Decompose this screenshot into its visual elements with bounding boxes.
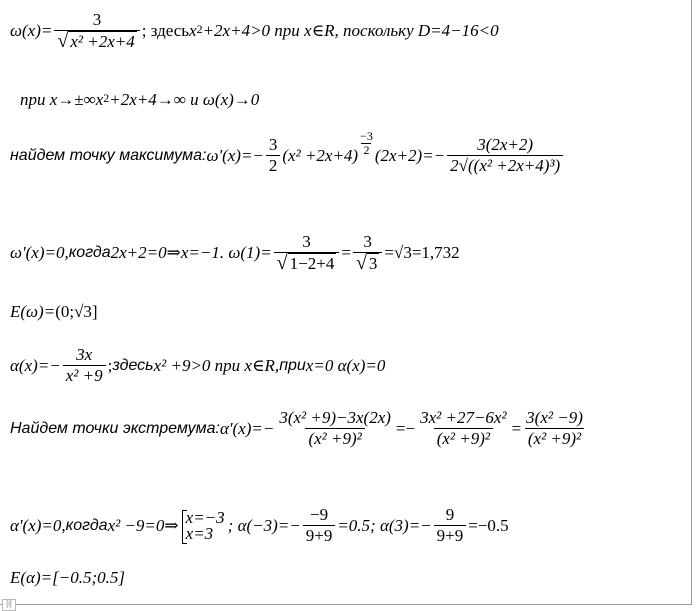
omega-def-note: ; здесь xyxy=(141,21,190,40)
max-heading: найдем точку максимума: xyxy=(10,146,207,164)
derivative-lhs: ω'(x)=− xyxy=(206,145,264,165)
alpha-crit-fraction-1: $\frac{-9}{9+9}$ xyxy=(303,505,336,546)
alpha-derivative-fraction-1: $\frac{\text{3(x² +9)−3x(2x)}}{\text{(x² +9)²}}$ xyxy=(279,408,391,448)
range-omega-lhs: E(ω)= xyxy=(10,302,56,321)
alpha-eq-1: =− xyxy=(395,418,416,438)
line-alpha-critical xyxy=(10,505,509,546)
line-range-alpha xyxy=(10,568,125,588)
poly-var: x xyxy=(189,21,197,40)
line-alpha-definition xyxy=(10,345,385,386)
alpha-crit-lhs: α'(x)=0, xyxy=(10,515,66,535)
exponent-fraction: $\frac{-3}{2}$ xyxy=(360,129,373,157)
alpha-crit-tail: =−0.5 xyxy=(468,515,509,535)
limit-prefix: при x→±∞ xyxy=(20,90,96,109)
alpha-zero: x=0 α(x)=0 xyxy=(305,355,386,375)
limit-var: x xyxy=(95,90,104,109)
crit-fraction-1: 3 √ 1−2+4 xyxy=(274,232,340,274)
fraction-numerator: 3 xyxy=(92,10,102,29)
crit-when: когда xyxy=(68,244,111,261)
limit-tail: +2x+4→∞ и ω(x)→0 xyxy=(109,90,260,109)
paren-expression: (x² +2x+4) xyxy=(282,145,359,165)
extremum-heading: Найдем точки экстремума: xyxy=(10,419,220,437)
solution-system: x=−3 x=3 xyxy=(182,510,225,542)
line-alpha-derivative xyxy=(10,408,588,449)
derivative-result-fraction: $\frac{3(2x+2)}{\text{2√((x² +2x+4)³)}}$ xyxy=(447,135,563,176)
alpha-condition: x² +9>0 при x∈R, xyxy=(153,355,280,375)
line-omega-derivative xyxy=(10,129,565,176)
alpha-at-minus3: ; α(−3)=− xyxy=(227,515,301,535)
omega-def-lhs: ω(x)= xyxy=(10,21,53,40)
crit-fraction-2: 3 √ 3 xyxy=(353,232,382,274)
alpha-when: при xyxy=(279,356,306,374)
alpha-crit-fraction-2: $\frac{9}{9+9}$ xyxy=(434,505,467,546)
line-critical-point xyxy=(10,232,460,274)
crit-eq: = xyxy=(341,243,351,262)
line-range-omega xyxy=(10,302,98,322)
alpha-eq-2: = xyxy=(511,418,522,438)
omega-def-fraction xyxy=(54,10,139,52)
alpha-derivative-fraction-3: $\frac{\text{3(x² −9)}}{\text{(x² +9)²}}$ xyxy=(526,408,583,448)
alpha-derivative-lhs: α'(x)=− xyxy=(219,418,275,438)
alpha-here: здесь xyxy=(112,356,154,374)
coef-fraction: $\frac{3}{2}$ xyxy=(266,135,281,176)
alpha-crit-equation: x² −9=0⇒ xyxy=(107,515,179,535)
alpha-crit-when: когда xyxy=(65,516,108,534)
crit-solution: 2x+2=0⇒x=−1. ω(1)= xyxy=(110,243,272,262)
range-omega-value: (0;√3] xyxy=(55,302,98,321)
alpha-def-fraction: $\frac{3x}{\text{x² +9}}$ xyxy=(63,345,106,386)
line-omega-definition xyxy=(10,10,499,52)
line-omega-limit xyxy=(20,90,259,110)
derivative-mid: (2x+2)=− xyxy=(374,145,446,165)
alpha-at-3: =0.5; α(3)=− xyxy=(337,515,432,535)
limit-exp: 2 xyxy=(103,90,110,105)
crit-tail: =√3=1,732 xyxy=(384,243,460,262)
alpha-derivative-fraction-2: $\frac{\text{3x² +27−6x²}}{\text{(x² +9)²}}$ xyxy=(420,408,507,448)
fraction-denominator xyxy=(54,30,139,52)
range-alpha: E(α)=[−0.5;0.5] xyxy=(10,568,125,587)
sqrt-expression: √ x² +2x+4 xyxy=(57,30,135,52)
poly-exp: 2 xyxy=(196,21,203,36)
omega-def-condition: +2x+4>0 при x∈R, поскольку D=4−16<0 xyxy=(202,21,499,40)
crit-lhs: ω'(x)=0, xyxy=(10,243,69,262)
image-placeholder-icon: [i] xyxy=(2,599,16,611)
alpha-sep: ; xyxy=(107,355,113,375)
alpha-def-lhs: α(x)=− xyxy=(10,355,61,375)
